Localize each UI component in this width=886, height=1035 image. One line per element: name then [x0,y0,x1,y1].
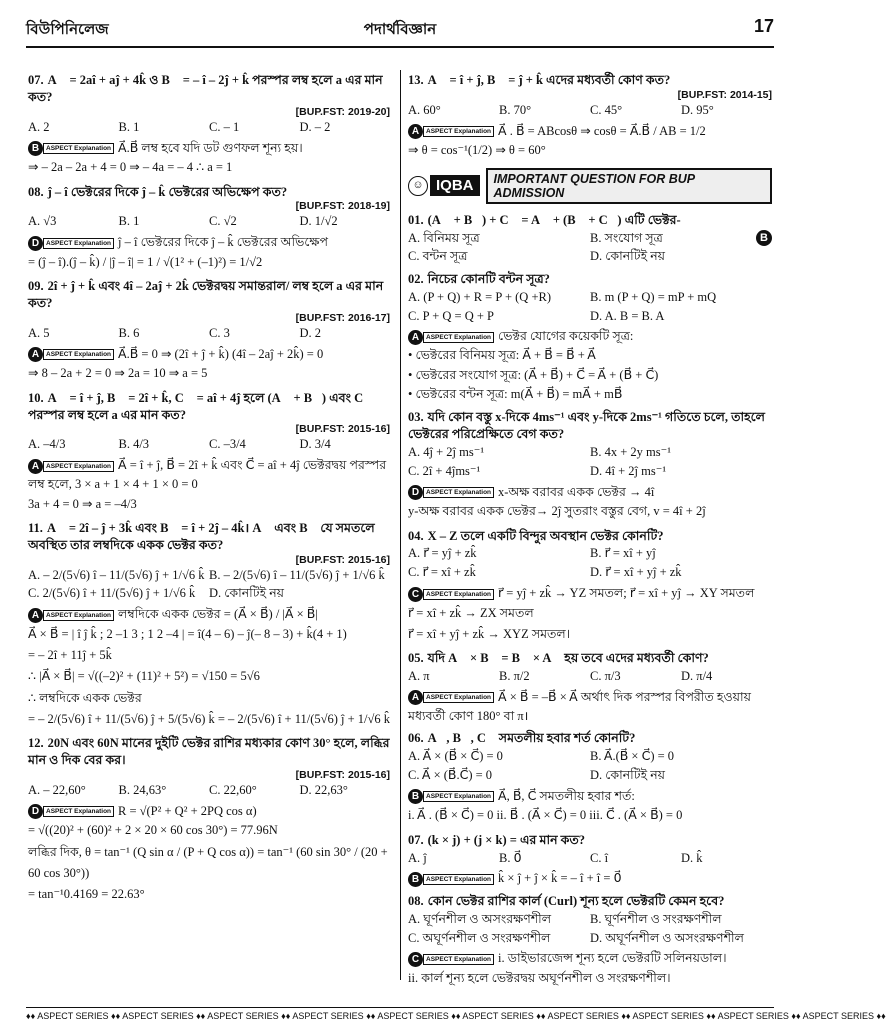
option: A. r⃗ = yĵ + zk̂ [408,546,477,561]
options [408,288,772,326]
answer-letter: A [28,459,43,474]
option: C. A⃗ × (B⃗.C⃗) = 0 [408,767,493,782]
answer-letter: A [28,347,43,362]
aspect-explanation-badge [28,347,114,362]
explanation [408,688,772,726]
question-text: 03. যদি কোন বস্তু x-দিকে 4ms⁻¹ এবং y-দিকে 2ms⁻¹ গতিতে চলে, তাহলে ভেক্টরের পরিপ্রেক্ষিতে বেগ কত? [408,410,765,442]
options [28,212,390,231]
option: C. r⃗ = xî + zk̂ [408,565,476,580]
explanation-line: x-অক্ষ বরাবর একক ভেক্টর → 4î [498,484,655,499]
option: B. 4/3 [118,437,150,452]
option: D. – 2 [299,119,331,134]
option: A. π [408,669,430,683]
aspect-explanation-badge [28,804,114,819]
aspect-explanation-badge [28,141,114,156]
question-text: 04. X – Z তলে একটি বিন্দুর অবস্থান ভেক্টর কোনটি? [408,528,664,543]
aspect-label: ASPECT Explanation [43,238,114,249]
question-source: [BUP.FST: 2016-17] [295,311,390,324]
option: A. 4ĵ + 2ĵ ms⁻¹ [408,445,485,459]
answer-letter: A [408,330,423,345]
option: C. π/3 [590,669,621,683]
option: D. 4î + 2ĵ ms⁻¹ [590,463,667,478]
explanation-line: r⃗ = yĵ + zk̂ → YZ সমতল; r⃗ = xî + yĵ → XY সমতল [498,585,755,600]
question-text: 12. 20N এবং 60N মানের দুইটি ভেক্টর রাশির মধ্যকার কোণ 30° হলে, লব্ধির মান ও দিক বের কর। [28,736,390,767]
option: A. – 22,60° [28,782,86,797]
question-text: 05. যদি A⃗ × B⃗ = B⃗ × A⃗ হয় তবে এদের মধ্যবর্তী কোণ? [408,651,709,666]
options [28,324,390,343]
question-number: 12. [28,736,44,751]
question-block [408,730,772,826]
aspect-label: ASPECT Explanation [423,332,494,343]
option: B. 0⃗ [499,850,522,865]
option: C. 2î + 4ĵms⁻¹ [408,463,481,478]
aspect-label: ASPECT Explanation [423,692,494,703]
answer-letter: A [408,124,423,139]
header-subject: পদার্থবিজ্ঞান [363,22,437,38]
option: D. k̂ [681,850,703,865]
option: D. 22,63° [299,782,348,797]
option: D. 95° [681,102,714,117]
question-source: [BUP.FST: 2019-20] [295,105,390,118]
answer-letter: B [28,141,43,156]
aspect-label: ASPECT Explanation [43,143,114,154]
question-number: 11. [28,520,43,535]
answer-letter: C [408,952,423,967]
option: B. 6 [118,325,140,340]
aspect-label: ASPECT Explanation [423,487,494,498]
page-number: 17 [753,16,774,36]
option: A. 60° [408,102,441,117]
question-block [28,735,390,905]
aspect-label: ASPECT Explanation [43,806,114,817]
question-text: 13. A⃗ = î + ĵ, B⃗ = ĵ + k̂ এদের মধ্যবর্তী কোণ কত? [408,73,671,87]
explanation-line: 3a + 4 = 0 ⇒ a = –4/3 [28,496,137,511]
option: B. m (P + Q) = mP + mQ [590,289,717,304]
aspect-explanation-badge [408,690,494,705]
answer-letter: D [28,804,43,819]
explanation-line: R = √(P² + Q² + 2PQ cos α) [118,803,257,818]
question-text: 10. A⃗ = î + ĵ, B⃗ = 2î + k̂, C⃗ = aî + 4ĵ হলে (A⃗ + B⃗) এবং C⃗ পরস্পর লম্ব হলে a এর মান কত? [28,390,373,422]
options [408,229,772,267]
option: A. ĵ [408,850,427,865]
option: A. 2 [28,119,50,134]
question-number: 03. [408,410,424,425]
explanation-line: ∴ লম্বদিকে একক ভেক্টর [28,690,142,705]
options [28,435,390,454]
explanation-bullet: • ভেক্টরের বন্টন সূত্র: m(A⃗ + B⃗) = mA⃗ + mB⃗ [408,386,623,401]
option: C. P + Q = Q + P [408,308,494,323]
page-footer: ♦♦ ASPECT SERIES ♦♦ ASPECT SERIES ♦♦ ASPECT SERIES ♦♦ ASPECT SERIES ♦♦ ASPECT SERIES ♦♦ ASPECT SERIES ♦♦ ASPECT SERIES ♦♦ ASPECT SERIES ♦♦ ASPECT SERIES ♦♦ ASPECT SERIES ♦♦ [26,1007,774,1021]
aspect-explanation-badge [28,608,114,623]
question-block [408,650,772,725]
option: C. 22,60° [209,782,257,797]
question-source: [BUP.FST: 2015-16] [295,553,390,566]
aspect-label: ASPECT Explanation [423,589,494,600]
aspect-explanation-badge [408,952,494,967]
explanation-line: y-অক্ষ বরাবর একক ভেক্টর→ 2ĵ সুতরাং বস্তুর বেগ, v = 4î + 2ĵ [408,504,706,519]
explanation [408,327,772,346]
question-text: 07. A⃗ = 2aî + aĵ + 4k̂ ও B⃗ = – î – 2ĵ + k̂ পরস্পর লম্ব হলে a এর মান কত? [28,73,383,104]
answer-letter: A [28,608,43,623]
page-header [26,14,774,48]
iqba-banner [408,168,772,204]
option: A. ঘূর্ণনশীল ও অসংরক্ষণশীল [408,911,552,926]
option: C. 2/(5√6) î + 11/(5√6) ĵ + 1/√6 k̂ [28,586,196,601]
question-text: 08. ĵ – î ভেক্টরের দিকে ĵ – k̂ ভেক্টরের অভিক্ষেপ কত? [28,184,288,199]
option: B. r⃗ = xî + yĵ [590,546,656,561]
explanation-line: = (ĵ – î).(ĵ – k̂) / |ĵ – î| = 1 / √(1² + (–1)²) = 1/√2 [28,254,263,269]
options [408,443,772,481]
aspect-label: ASPECT Explanation [423,126,494,137]
explanation-line: A⃗, B⃗, C⃗ সমতলীয় হবার শর্ত: [498,788,635,803]
question-block [28,390,390,515]
explanation [408,483,772,502]
explanation-line: ∴ |A⃗ × B⃗| = √((–2)² + (11)² + 5²) = √150 = 5√6 [28,669,260,684]
banner-title: IMPORTANT QUESTION FOR BUP ADMISSION [486,168,773,204]
aspect-explanation-badge [28,459,114,474]
options [408,667,772,686]
option: D. কোনটিই নয় [590,249,666,264]
explanation-line: = – 2î + 11ĵ + 5k̂ [28,648,112,663]
question-number: 01. [408,212,424,227]
question-number: 05. [408,651,424,666]
answer-letter: D [28,236,43,251]
explanation-line: ĵ – î ভেক্টরের দিকে ĵ – k̂ ভেক্টরের অভিক্ষেপ [118,235,328,250]
options [28,118,390,137]
question-number: 07. [28,73,44,87]
explanation-heading: ভেক্টর যোগের কয়েকটি সূত্র: [498,329,634,344]
explanation [408,122,772,141]
question-block [408,528,772,646]
option: C. বন্টন সূত্র [408,249,468,264]
question-block [28,72,390,179]
column-divider [400,70,401,980]
option: A. – 2/(5√6) î – 11/(5√6) ĵ + 1/√6 k̂ [28,567,205,582]
question-block [408,409,772,522]
option: D. π/4 [681,669,713,683]
question-text: 07. (k × j) + (j × k) = এর মান কত? [408,832,586,847]
aspect-label: ASPECT Explanation [423,791,494,802]
explanation-line: A⃗ = î + ĵ, B⃗ = 2î + k̂ এবং C⃗ = aî + 4ĵ ভেক্টরদ্বয় পরস্পর লম্ব হলে, 3 × a + 1 × 4 + 1 × 0 = 0 [28,458,387,491]
explanation [28,456,390,494]
option: C. 3 [209,325,230,340]
smiley-icon: ☺ [408,176,428,196]
question-block [28,184,390,274]
question-number: 07. [408,832,424,847]
explanation-bullet: • ভেক্টরের সংযোগ সূত্র: (A⃗ + B⃗) + C⃗ = A⃗ + (B⃗ + C⃗) [408,367,659,382]
option: B. – 2/(5√6) î – 11/(5√6) ĵ + 1/√6 k̂ [209,567,385,582]
explanation-line: লব্ধির দিক, θ = tan⁻¹ (Q sin α / (P + Q cos α)) = tan⁻¹ (60 sin 30° / (20 + 60 cos 30°)) [28,844,388,880]
explanation-line: A⃗ × B⃗ = –B⃗ × A⃗ অর্থাৎ দিক পরস্পর বিপরীত হওয়ায় মধ্যবর্তী কোণ 180° বা π। [408,689,752,723]
option: D. 2 [299,325,322,340]
question-block [408,271,772,404]
question-source: [BUP.FST: 2014-15] [677,88,772,101]
question-text: 01. (A⃗ + B⃗) + C⃗ = A⃗ + (B⃗ + C⃗) এটি ভেক্টর- [408,212,681,227]
answer-letter: B [408,872,423,887]
iqba-label: IQBA [430,175,480,196]
explanation [28,605,390,624]
option: D. অঘূর্ণনশীল ও অসংরক্ষণশীল [590,930,744,945]
option: B. π/2 [499,669,530,683]
option: B. ঘূর্ণনশীল ও সংরক্ষণশীল [590,911,722,926]
option: D. r⃗ = xî + yĵ + zk̂ [590,565,682,580]
aspect-explanation-badge [408,789,494,804]
option: B. 1 [118,214,140,229]
explanation-line: = tan⁻¹0.4169 = 22.63° [28,887,145,902]
question-number: 10. [28,390,44,405]
explanation-line: i. ডাইভারজেন্স শূন্য হলে ভেক্টরটি সলিনয়ডাল। [498,951,727,966]
aspect-label: ASPECT Explanation [423,954,494,965]
aspect-label: ASPECT Explanation [43,349,114,360]
option: A. √3 [28,214,57,229]
option: C. অঘূর্ণনশীল ও সংরক্ষণশীল [408,930,551,945]
option: B. 4x + 2y ms⁻¹ [590,445,671,459]
question-block [408,893,772,989]
question-number: 08. [408,894,424,908]
question-source: [BUP.FST: 2015-16] [295,423,390,436]
aspect-label: ASPECT Explanation [43,610,114,621]
option: C. √2 [209,214,237,229]
options [408,101,772,120]
question-text: 06. A⃗, B⃗, C⃗ সমতলীয় হবার শর্ত কোনটি? [408,731,636,746]
explanation-line: A⃗ . B⃗ = ABcosθ ⇒ cosθ = A⃗.B⃗ / AB = 1/2 [498,123,706,138]
aspect-explanation-badge [28,236,114,251]
options [408,544,772,582]
explanation [408,787,772,806]
option: D. কোনটিই নয় [209,586,285,601]
aspect-explanation-badge [408,124,494,139]
explanation-line: = – 2/(5√6) î + 11/(5√6) ĵ + 5/(5√6) k̂ = – 2/(5√6) î + 11/(5√6) ĵ + 1/√6 k̂ [28,711,391,726]
explanation [408,584,772,603]
explanation-line: লম্বদিকে একক ভেক্টর = (A⃗ × B⃗) / |A⃗ × B⃗| [118,607,318,622]
explanation [408,869,772,888]
explanation-line: ⇒ 8 – 2a + 2 = 0 ⇒ 2a = 10 ⇒ a = 5 [28,366,208,381]
answer-letter: C [408,587,423,602]
question-source: [BUP.FST: 2018-19] [295,200,390,213]
question-source: [BUP.FST: 2015-16] [295,768,390,781]
question-text: 02. নিচের কোনটি বন্টন সূত্র? [408,272,550,286]
question-block [408,72,772,162]
explanation [28,802,390,821]
explanation-line: A⃗.B⃗ লম্ব হবে যদি ডট গুণফল শূন্য হয়। [118,140,303,155]
explanation [28,345,390,364]
options [28,566,390,604]
aspect-explanation-badge [408,587,494,602]
option: A. 5 [28,325,50,340]
explanation-line: ⇒ – 2a – 2a + 4 = 0 ⇒ – 4a = – 4 ∴ a = 1 [28,160,233,175]
option: B. 1 [118,119,140,134]
option: B. A⃗.(B⃗ × C⃗) = 0 [590,749,675,764]
explanation-line: k̂ × ĵ + ĵ × k̂ = – î + î = 0⃗ [498,871,622,886]
question-number: 02. [408,272,424,286]
aspect-explanation-badge [408,330,494,345]
explanation-line: i. A⃗ . (B⃗ × C⃗) = 0 ii. B⃗ . (A⃗ × C⃗) = 0 iii. C⃗ . (A⃗ × B⃗) = 0 [408,808,683,823]
question-number: 09. [28,279,44,294]
explanation [28,233,390,252]
explanation [408,949,772,968]
explanation-bullet: • ভেক্টরের বিনিময় সূত্র: A⃗ + B⃗ = B⃗ + A⃗ [408,348,596,363]
aspect-explanation-badge [408,872,494,887]
answer-marker: B [756,230,772,246]
explanation [28,139,390,158]
explanation-line: A⃗ × B⃗ = | î ĵ k̂ ; 2 –1 3 ; 1 2 –4 | = î(4 – 6) – ĵ(– 8 – 3) + k̂(4 + 1) [28,626,347,641]
explanation-line: r⃗ = xî + zk̂ → ZX সমতল [408,605,534,620]
left-column [28,72,390,910]
explanation-line: ⇒ θ = cos⁻¹(1/2) ⇒ θ = 60° [408,143,546,158]
option: C. – 1 [209,119,240,134]
question-block [408,832,772,888]
explanation-line: ii. কার্ল শূন্য হলে ভেক্টরদ্বয় অঘূর্ণনশীল ও সংরক্ষণশীল। [408,971,671,986]
option: C. 45° [590,102,623,117]
explanation-line: r⃗ = xî + yĵ + zk̂ → XYZ সমতল। [408,626,571,641]
question-number: 13. [408,73,424,87]
question-number: 04. [408,528,424,543]
option: A. –4/3 [28,437,66,452]
options [408,747,772,785]
option: C. –3/4 [209,437,246,452]
explanation-line: A⃗.B⃗ = 0 ⇒ (2î + ĵ + k̂) (4î – 2aĵ + 2k̂) = 0 [118,346,324,361]
option: A. (P + Q) + R = P + (Q +R) [408,289,552,304]
right-column [408,72,772,994]
question-text: 09. 2î + ĵ + k̂ এবং 4î – 2aĵ + 2k̂ ভেক্টরদ্বয় সমান্তরাল/ লম্ব হলে a এর মান কত? [28,279,384,310]
question-block [408,212,772,266]
options [408,849,772,868]
option: D. A. B = B. A [590,308,665,323]
option: D. 3/4 [299,437,331,452]
answer-letter: A [408,690,423,705]
option: B. 70° [499,102,532,117]
option: A. A⃗ × (B⃗ × C⃗) = 0 [408,749,503,764]
aspect-label: ASPECT Explanation [43,461,114,472]
aspect-explanation-badge [408,485,494,500]
answer-letter: D [408,485,423,500]
answer-letter: B [408,789,423,804]
explanation-line: = √((20)² + (60)² + 2 × 20 × 60 cos 30°) = 77.96N [28,823,278,838]
question-text: 08. কোন ভেক্টর রাশির কার্ল (Curl) শূন্য হলে ভেক্টরটি কেমন হবে? [408,894,725,908]
question-block [28,520,390,730]
option: A. বিনিময় সূত্র [408,230,480,245]
option: C. î [590,850,609,865]
option: B. 24,63° [118,782,167,797]
question-block [28,278,390,385]
question-text: 11. A⃗ = 2î – ĵ + 3k̂ এবং B⃗ = î + 2ĵ – 4k̂। A⃗ এবং B⃗ যে সমতলে অবস্থিত তার লম্বদিকে একক ভেক্টর কত? [28,520,375,552]
option: D. 1/√2 [299,214,338,229]
aspect-label: ASPECT Explanation [423,874,494,885]
option: D. কোনটিই নয় [590,767,666,782]
question-number: 08. [28,184,44,199]
options [408,910,772,948]
options [28,781,390,800]
option: B. সংযোগ সূত্র [590,230,663,245]
header-series: বিউপিনিলেজ [26,22,109,38]
question-number: 06. [408,731,424,746]
